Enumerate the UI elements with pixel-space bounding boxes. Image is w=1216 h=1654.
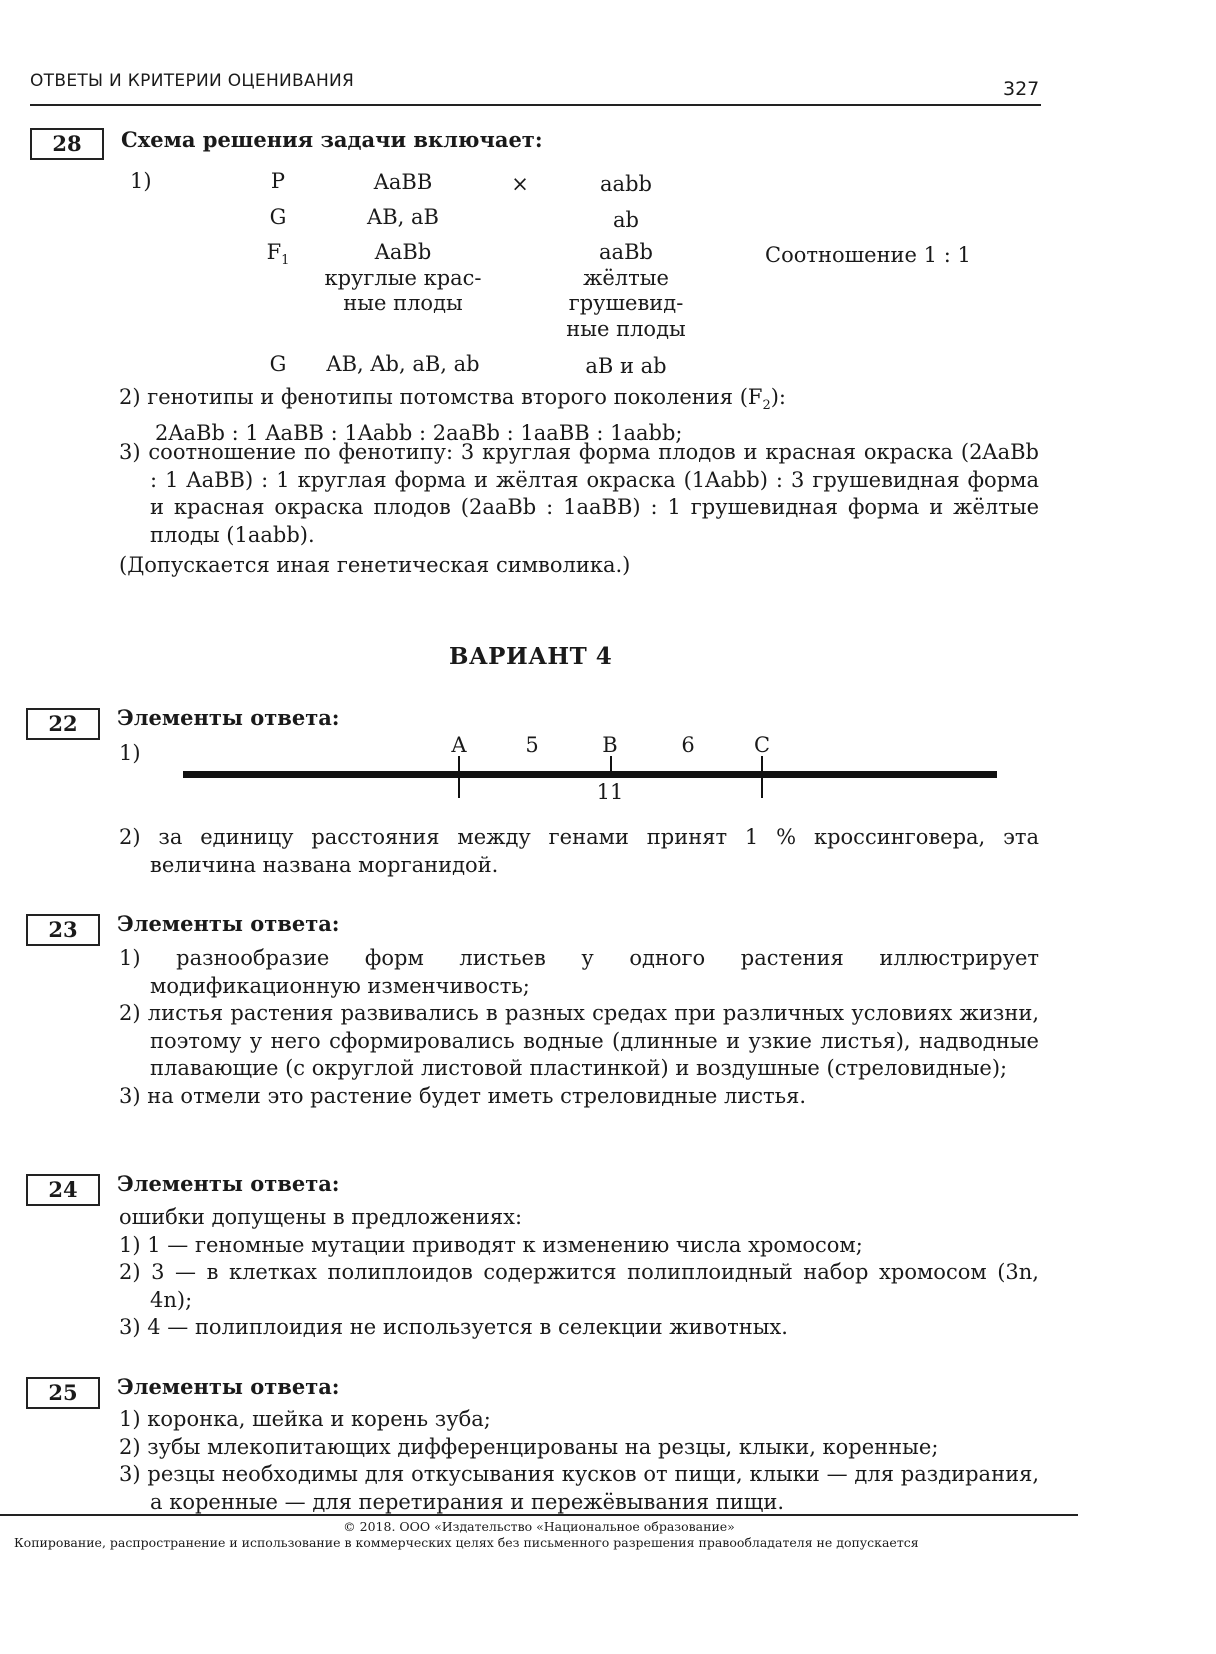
task28-intro: Схема решения задачи включает: bbox=[121, 127, 543, 152]
cross-F1-right bbox=[538, 240, 714, 342]
cross-P-label: P bbox=[270, 169, 286, 193]
cross-P-right: aabb bbox=[600, 172, 652, 196]
task25-intro: Элементы ответа: bbox=[117, 1374, 340, 1399]
item2-text-a: 2) генотипы и фенотипы потомства второго поколения (F bbox=[119, 385, 763, 409]
task28-item1-label: 1) bbox=[130, 169, 152, 193]
cross-F1-label bbox=[258, 240, 298, 274]
f1-left-pheno-1: круглые крас- bbox=[324, 265, 482, 290]
running-header-title: ОТВЕТЫ И КРИТЕРИИ ОЦЕНИВАНИЯ bbox=[30, 71, 355, 91]
footer-notice: Копирование, распространение и использование в коммерческих целях без письменного разрешения правообладателя не допускается bbox=[14, 1535, 919, 1550]
f1-left-pheno-2: ные плоды bbox=[343, 291, 463, 315]
cross-sign: × bbox=[511, 172, 529, 196]
chromosome-line bbox=[183, 771, 997, 778]
task28-item2-line2: 2AaBb : 1 AaBB : 1Aabb : 2aaBb : 1aaBB : 1aabb; bbox=[155, 420, 683, 445]
task-number-24: 24 bbox=[26, 1174, 100, 1206]
cross-G2-right: aB и ab bbox=[585, 354, 667, 378]
cross-G2-label: G bbox=[269, 352, 287, 376]
task24-item-3: 3) 4 — полиплоидия не используется в селекции животных. bbox=[119, 1315, 788, 1339]
f1-letter: F bbox=[266, 240, 282, 264]
f1-right-genotype: aaBb bbox=[599, 240, 653, 264]
task28-item2 bbox=[119, 384, 1039, 447]
cross-P-left: AaBB bbox=[373, 170, 433, 194]
task25-items bbox=[119, 1406, 1039, 1516]
distance-ab-label: 5 bbox=[525, 733, 539, 757]
task25-item-1: 1) коронка, шейка и корень зуба; bbox=[119, 1407, 491, 1431]
task24-intro: Элементы ответа: bbox=[117, 1171, 340, 1196]
task28-note: (Допускается иная генетическая символика.) bbox=[119, 553, 631, 577]
f1-right-pheno-3: ные плоды bbox=[566, 316, 686, 341]
footer-copyright: © 2018. ООО «Издательство «Национальное образование» bbox=[343, 1519, 735, 1534]
gene-a-label: A bbox=[451, 733, 467, 757]
task28-item2-line1 bbox=[119, 384, 1039, 420]
item2-text-b: ): bbox=[770, 385, 787, 409]
cross-ratio: Соотношение 1 : 1 bbox=[765, 243, 971, 267]
task28-item3 bbox=[119, 439, 1039, 549]
gene-a-tick bbox=[458, 756, 460, 798]
task23-item-1: 1) разнообразие форм листьев у одного растения иллюстрирует модификационную изменчивость; bbox=[119, 946, 1039, 998]
task25-item-3: 3) резцы необходимы для откусывания кусков от пищи, клыки — для раздирания, а коренные — для перетирания и пережёвывания пищи. bbox=[119, 1462, 1039, 1514]
task24-items bbox=[119, 1204, 1039, 1342]
task25-item-2: 2) зубы млекопитающих дифференцированы на резцы, клыки, коренные; bbox=[119, 1434, 939, 1459]
task23-items bbox=[119, 945, 1039, 1110]
cross-G2-left: AB, Ab, aB, ab bbox=[326, 352, 480, 376]
task-number-28: 28 bbox=[30, 128, 104, 160]
task23-intro: Элементы ответа: bbox=[117, 911, 340, 936]
task-number-25: 25 bbox=[26, 1377, 100, 1409]
gene-c-tick bbox=[761, 756, 763, 798]
page-number: 327 bbox=[1003, 78, 1040, 100]
task22-item2 bbox=[119, 824, 1039, 879]
task23-item-3: 3) на отмели это растение будет иметь стреловидные листья. bbox=[119, 1083, 807, 1108]
task22-item1-label: 1) bbox=[119, 741, 141, 765]
task22-item2-text: 2) за единицу расстояния между генами принят 1 % кроссинговера, эта величина названа морганидой. bbox=[119, 825, 1039, 877]
cross-G1-label: G bbox=[269, 205, 287, 229]
header-rule bbox=[30, 104, 1041, 106]
distance-bc-label: 6 bbox=[681, 733, 695, 757]
distance-total-label: 11 bbox=[596, 780, 624, 804]
item2-subscript: 2 bbox=[762, 398, 771, 414]
task24-item-1: 1) 1 — геномные мутации приводят к изменению числа хромосом; bbox=[119, 1232, 863, 1257]
gene-c-label: C bbox=[753, 733, 771, 757]
f1-right-pheno-1: жёлтые bbox=[583, 265, 669, 290]
task-number-23: 23 bbox=[26, 914, 100, 946]
variant-title: ВАРИАНТ 4 bbox=[449, 643, 613, 670]
cross-F1-left bbox=[303, 240, 503, 317]
task24-item-2: 2) 3 — в клетках полиплоидов содержится полиплоидный набор хромосом (3n, 4n); bbox=[119, 1260, 1039, 1312]
f1-right-pheno-2: грушевид- bbox=[568, 291, 684, 315]
cross-G1-right: ab bbox=[613, 208, 639, 232]
gene-b-tick bbox=[610, 756, 612, 774]
footer-rule bbox=[0, 1514, 1078, 1516]
task28-item3-text: 3) соотношение по фенотипу: 3 круглая форма плодов и красная окраска (2AaBb : 1 AaBB) : 1 круглая форма и жёлтая окраска (1Aabb) : 3 грушевидная форма и красная окраска плодов (2aaBb : 1aaBB) : 1 грушевидная форма и жёлтые плоды (1aabb). bbox=[119, 440, 1039, 547]
task23-item-2: 2) листья растения развивались в разных средах при различных условиях жизни, поэтому у него сформировались водные (длинные и узкие листья), надводные плавающие (с округлой листовой пластинкой) и воздушные (стреловидные); bbox=[119, 1001, 1039, 1080]
f1-subscript: 1 bbox=[281, 253, 290, 269]
gene-b-label: B bbox=[602, 733, 618, 757]
task22-intro: Элементы ответа: bbox=[117, 705, 340, 730]
task24-lead: ошибки допущены в предложениях: bbox=[119, 1205, 523, 1229]
task-number-22: 22 bbox=[26, 708, 100, 740]
cross-G1-left: AB, aB bbox=[367, 205, 439, 229]
f1-left-genotype: AaBb bbox=[374, 240, 432, 264]
